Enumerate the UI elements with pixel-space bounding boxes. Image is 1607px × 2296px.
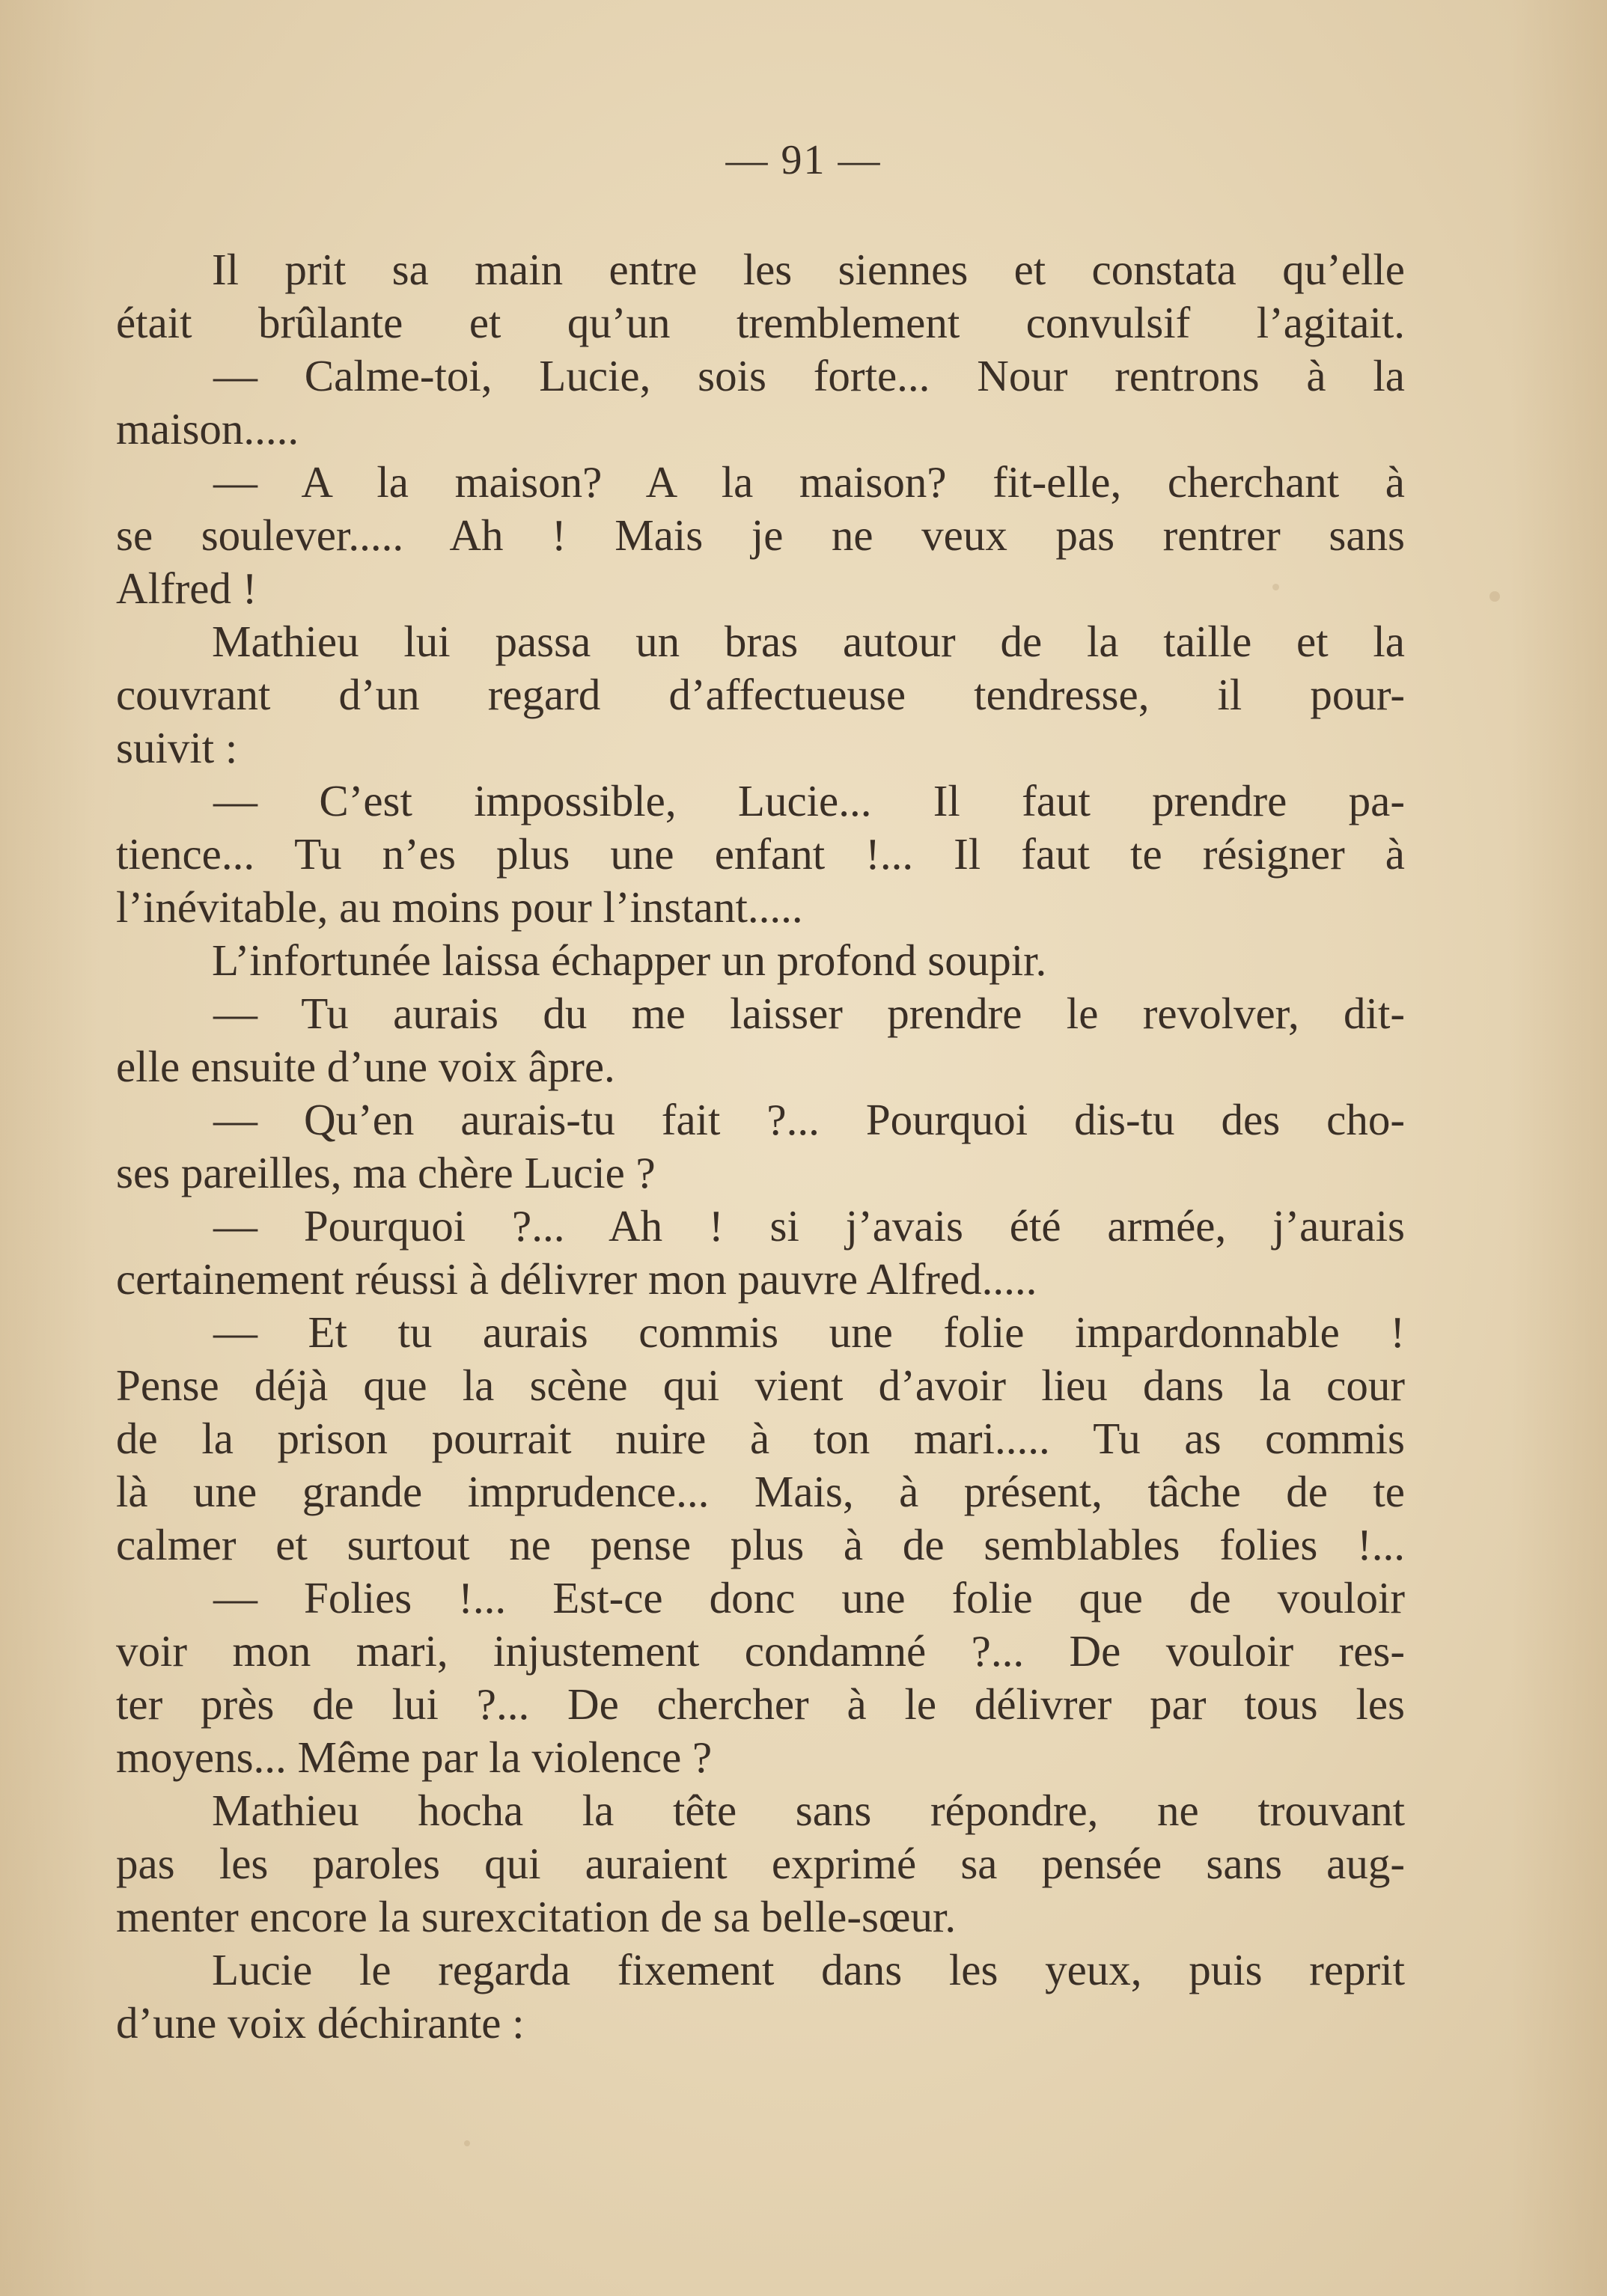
text-line: couvrant d’un regard d’affectueuse tendresse, il pour- [116,670,1405,719]
text-line: — Tu aurais du me laisser prendre le revolver, dit- [213,989,1405,1038]
text-line: menter encore la surexcitation de sa belle-sœur. [116,1892,957,1941]
text-line: se soulever..... Ah ! Mais je ne veux pas rentrer sans [116,510,1405,560]
text-line: voir mon mari, injustement condamné ?... De vouloir res- [116,1626,1405,1676]
text-line: Pense déjà que la scène qui vient d’avoir lieu dans la cour [116,1361,1405,1410]
text-line: Il prit sa main entre les siennes et constata qu’elle [212,245,1405,294]
text-line: là une grande imprudence... Mais, à présent, tâche de te [116,1467,1405,1516]
text-line: — Pourquoi ?... Ah ! si j’avais été armée, j’aurais [213,1201,1405,1251]
text-line: — Calme-toi, Lucie, sois forte... Nour rentrons à la [213,351,1405,400]
text-line: ses pareilles, ma chère Lucie ? [116,1148,656,1197]
text-line: tience... Tu n’es plus une enfant !... Il faut te résigner à [116,829,1405,879]
paper-stain [464,2140,470,2146]
text-line: maison..... [116,404,299,454]
text-line: Mathieu hocha la tête sans répondre, ne trouvant [212,1786,1405,1835]
text-line: moyens... Même par la violence ? [116,1732,713,1782]
text-line: d’une voix déchirante : [116,1998,525,2048]
text-line: — C’est impossible, Lucie... Il faut prendre pa- [213,776,1405,825]
text-line: Mathieu lui passa un bras autour de la taille et la [212,617,1405,666]
text-line: — Qu’en aurais-tu fait ?... Pourquoi dis-tu des cho- [213,1095,1405,1144]
text-line: Lucie le regarda fixement dans les yeux, puis reprit [212,1945,1405,1994]
text-line: l’inévitable, au moins pour l’instant..... [116,882,803,932]
text-line: L’infortunée laissa échapper un profond soupir. [212,935,1047,985]
text-line: suivit : [116,723,238,772]
text-line: de la prison pourrait nuire à ton mari..... Tu as commis [116,1414,1405,1463]
text-line: elle ensuite d’une voix âpre. [116,1042,615,1091]
text-line: — Et tu aurais commis une folie impardonnable ! [213,1307,1405,1357]
text-line: calmer et surtout ne pense plus à de semblables folies !... [116,1520,1405,1569]
paper-stain [1489,591,1500,602]
text-line: pas les paroles qui auraient exprimé sa pensée sans aug- [116,1839,1405,1888]
text-line: Alfred ! [116,564,257,613]
text-line: ter près de lui ?... De chercher à le délivrer par tous les [116,1679,1405,1729]
page-number: — 91 — [725,137,882,183]
text-line: — A la maison? A la maison? fit-elle, cherchant à [213,457,1405,507]
text-line: certainement réussi à délivrer mon pauvre Alfred..... [116,1254,1037,1304]
body-text [116,243,1405,2050]
text-line: — Folies !... Est-ce donc une folie que de vouloir [213,1573,1405,1622]
text-line: était brûlante et qu’un tremblement convulsif l’agitait. [116,298,1405,347]
